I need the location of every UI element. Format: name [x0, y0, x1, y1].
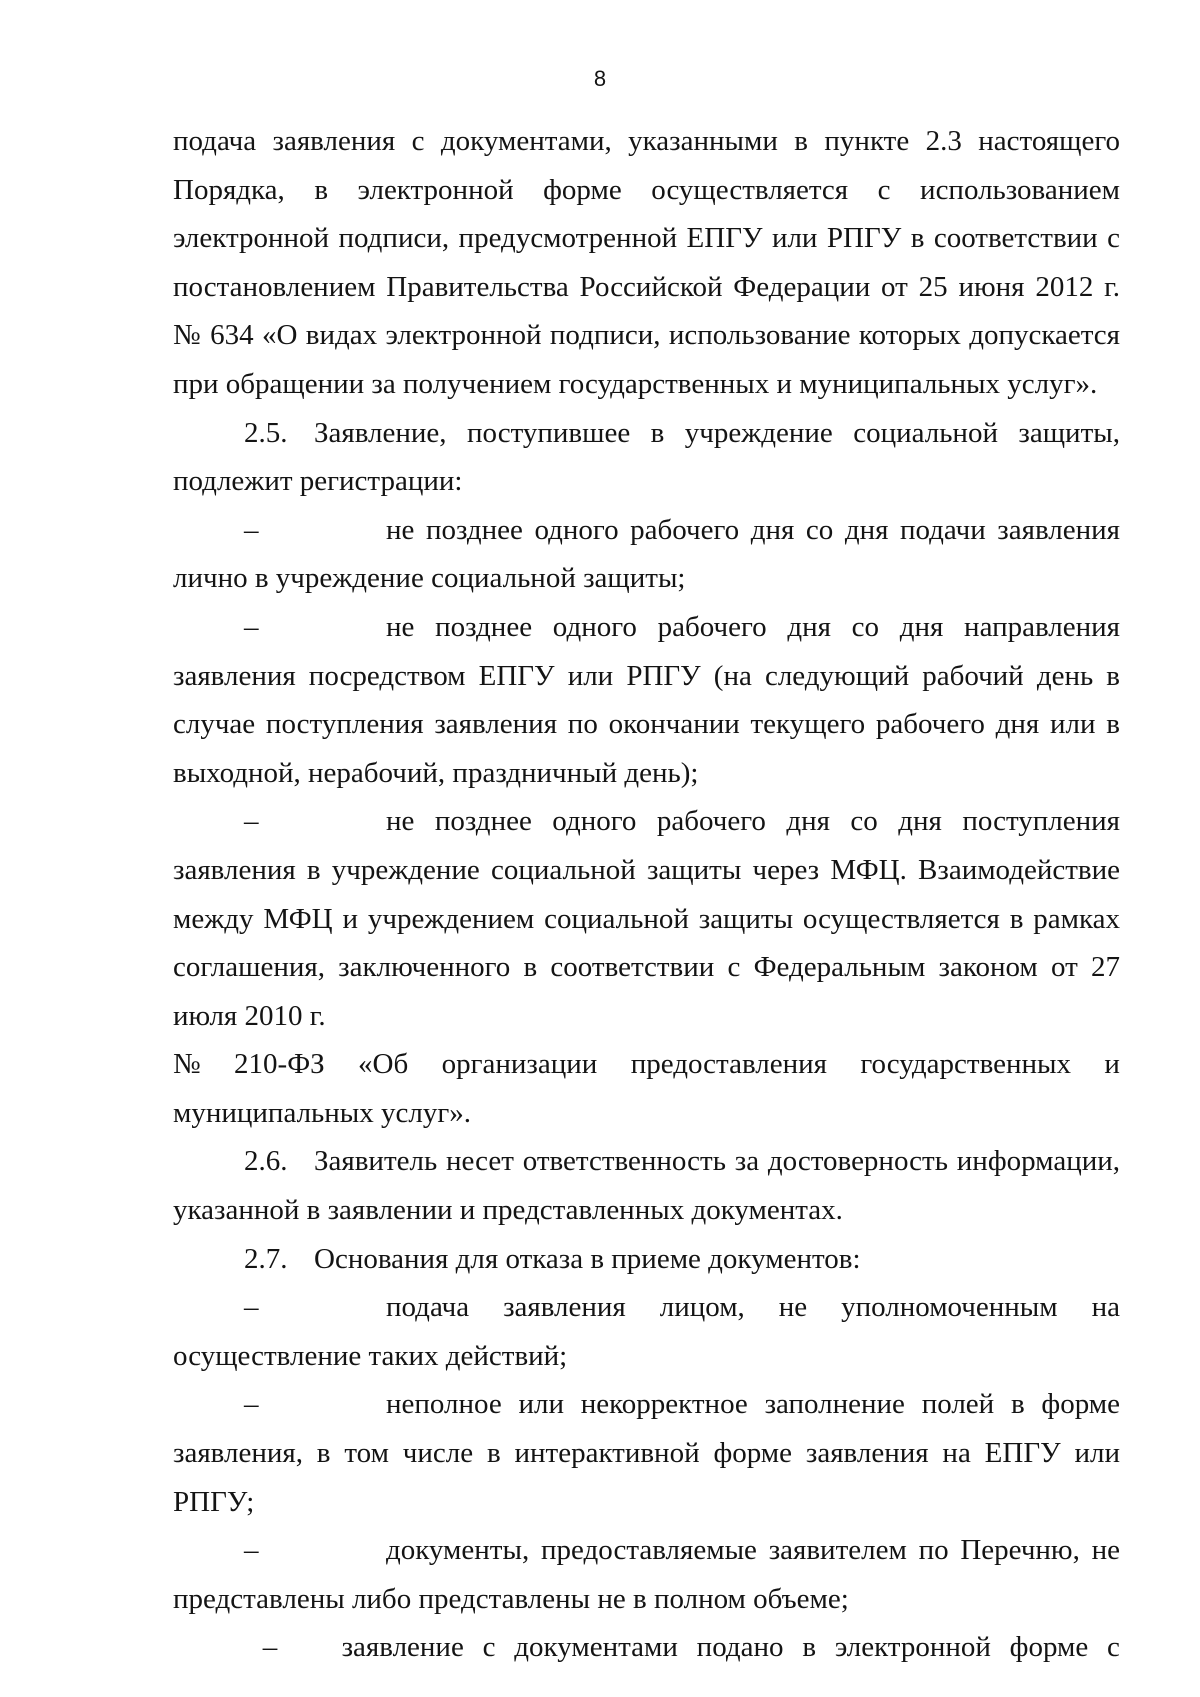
clause-number: 2.5. [244, 416, 288, 449]
list-word: документами [514, 1631, 678, 1664]
law-word: организации [441, 1048, 598, 1081]
list-item-text: неполное или некорректное заполнение полей в форме заявления, в том числе в интерактивной форме заявления на ЕПГУ или РПГУ; [173, 1388, 1120, 1518]
clause-number: 2.7. [244, 1242, 288, 1275]
list-dash: – [244, 513, 259, 546]
list-dash: – [244, 1388, 259, 1421]
list-item-text: документы, предоставляемые заявителем по Перечню, не представлены либо представлены не в полном объеме; [173, 1534, 1120, 1615]
paragraph-text: Заявление, поступившее в учреждение социальной защиты, подлежит регистрации: [173, 416, 1120, 498]
law-word: и [1104, 1048, 1120, 1081]
list-item-unauthorized [173, 1283, 1120, 1380]
list-word: с [1107, 1631, 1120, 1664]
paragraph-text: Заявитель несет ответственность за достоверность информации, указанной в заявлении и представленных документах. [173, 1145, 1120, 1227]
list-dash: – [262, 1631, 278, 1664]
paragraph-law-ending: муниципальных услуг». [173, 1096, 472, 1129]
paragraph-2-6 [173, 1137, 1120, 1234]
list-word: в [802, 1631, 817, 1664]
list-word: заявление [341, 1631, 464, 1664]
paragraph-2-5 [173, 409, 1120, 506]
law-word: № [173, 1048, 201, 1081]
list-dash: – [244, 1534, 259, 1567]
justified-law-line [173, 1040, 1120, 1089]
list-word: с [482, 1631, 496, 1664]
list-word: подано [696, 1631, 784, 1664]
list-item-incomplete-form [173, 1380, 1120, 1526]
document-body [173, 117, 1120, 1672]
clause-number: 2.6. [244, 1145, 288, 1178]
list-item-text: не позднее одного рабочего дня со дня направления заявления посредством ЕПГУ или РПГУ (на следующий рабочий день в случае поступления заявления по окончании текущего рабочего дня или в выходной, нерабочий, праздничный день); [173, 610, 1120, 789]
paragraph-electronic-signature: подача заявления с документами, указанными в пункте 2.3 настоящего Порядка, в электронной форме осуществляется с использованием электронной подписи, предусмотренной ЕПГУ или РПГУ в соответствии с постановлением Правительства Российской Федерации от 25 июня 2012 г. № 634 «О видах электронной подписи, использование которых допускается при обращении за получением государственных и муниципальных услуг». [173, 125, 1120, 400]
list-item-text: подача заявления лицом, не уполномоченным на осуществление таких действий; [173, 1291, 1120, 1372]
list-item-text: не позднее одного рабочего дня со дня поступления заявления в учреждение социальной защиты через МФЦ. Взаимодействие между МФЦ и учреждением социальной защиты осуществляется в рамках соглашения, заключенного в соответствии с Федеральным законом от 27 июля 2010 г. [173, 805, 1120, 1032]
list-item-missing-documents [173, 1526, 1120, 1623]
law-word: государственных [860, 1048, 1072, 1081]
list-item-in-person [173, 506, 1120, 603]
list-dash: – [244, 1291, 259, 1324]
list-word: форме [1009, 1631, 1089, 1664]
list-dash: – [244, 805, 259, 838]
law-word: «Об [358, 1048, 409, 1081]
page-number: 8 [593, 66, 607, 91]
list-item-electronic-submission [173, 1623, 1120, 1672]
list-item-mfc [173, 797, 1120, 1040]
list-word: электронной [834, 1631, 991, 1664]
indent-spacer [173, 1623, 244, 1672]
paragraph-text: Основания для отказа в приеме документов: [314, 1242, 861, 1275]
paragraph-2-7 [173, 1235, 1120, 1284]
law-word: предоставления [630, 1048, 827, 1081]
law-word: 210-ФЗ [234, 1048, 325, 1081]
list-item-text: не позднее одного рабочего дня со дня подачи заявления лично в учреждение социальной защиты; [173, 513, 1120, 595]
list-dash: – [244, 610, 259, 643]
list-item-online [173, 603, 1120, 797]
